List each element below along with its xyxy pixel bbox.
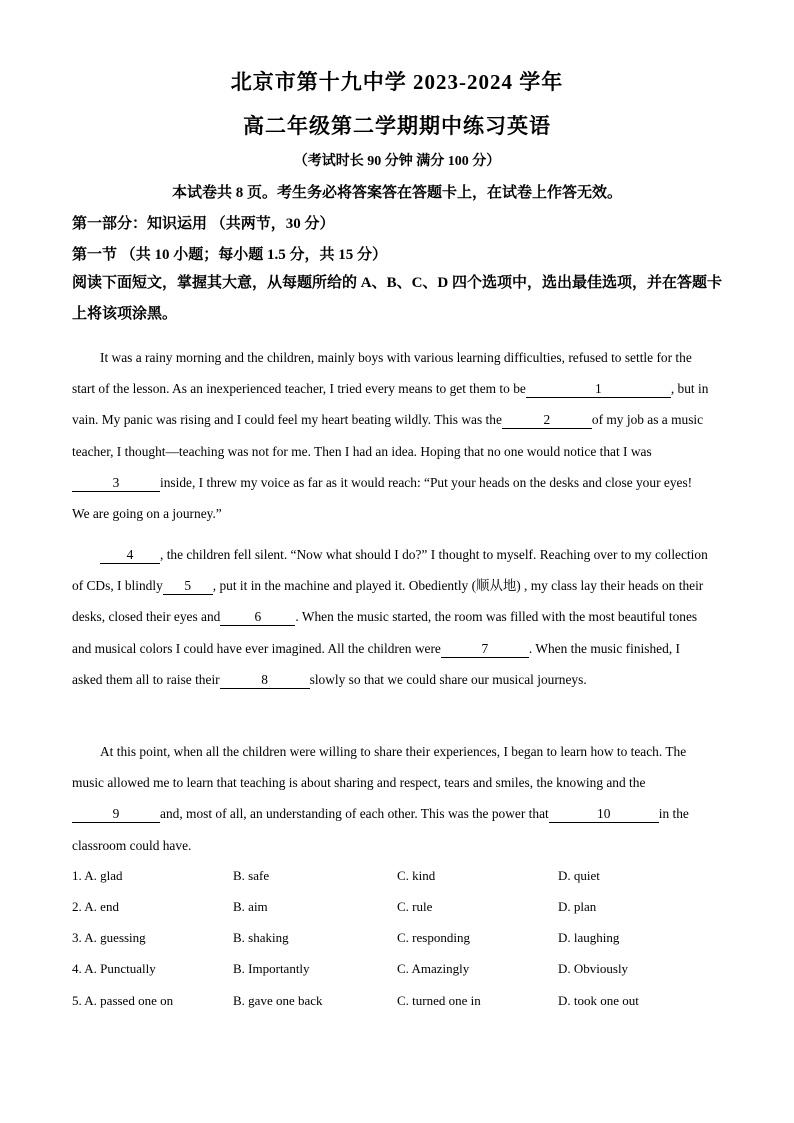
option-a[interactable]: 3. A. guessing (72, 930, 146, 945)
option-a[interactable]: 2. A. end (72, 899, 119, 914)
exam-meta: （考试时长 90 分钟 满分 100 分） (293, 154, 501, 169)
option-c[interactable]: C. Amazingly (397, 961, 470, 976)
passage-text: . When the music finished, I asked them all to raise their (72, 640, 680, 687)
question-1-options (72, 868, 732, 888)
passage-text: It was a rainy morning and the children, mainly boys with various learning difficulties, refused to settle for the start of the lesson. As an inexperienced teacher, I tried every means to get them to be (72, 350, 692, 397)
option-c[interactable]: C. rule (397, 899, 433, 914)
blank-10: 10 (549, 806, 659, 823)
passage-text: of my job as a music teacher, I thought—teaching was not for me. Then I had an idea. Hoping that no one would notice that I was (72, 412, 704, 459)
blank-6: 6 (220, 609, 295, 626)
question-3-options (72, 930, 732, 950)
exam-title-subject: 高二年级第二学期期中练习英语 (243, 114, 551, 138)
option-b[interactable]: B. shaking (233, 930, 289, 945)
option-c[interactable]: C. kind (397, 868, 436, 883)
blank-2: 2 (502, 412, 592, 429)
blank-3: 3 (72, 475, 160, 492)
option-a[interactable]: 5. A. passed one on (72, 993, 174, 1008)
option-a[interactable]: 1. A. glad (72, 868, 123, 883)
option-d[interactable]: D. quiet (558, 868, 600, 883)
passage-text: in the classroom could have. (72, 806, 689, 853)
instruction: 阅读下面短文，掌握其大意，从每题所给的 A、B、C、D 四个选项中，选出最佳选项，并在答题卡上将该项涂黑。 (72, 275, 723, 322)
blank-7: 7 (441, 641, 529, 658)
option-b[interactable]: B. aim (233, 899, 268, 914)
option-c[interactable]: C. responding (397, 930, 470, 945)
option-a[interactable]: 4. A. Punctually (72, 961, 156, 976)
passage-text: slowly so that we could share our musical journeys. (309, 671, 587, 687)
passage-text: , the children fell silent. “Now what should I do?” I thought to myself. Reaching over to my collection of CDs, I blindly (72, 547, 708, 594)
option-d[interactable]: D. plan (558, 899, 597, 914)
option-d[interactable]: D. took one out (558, 993, 639, 1008)
blank-8: 8 (220, 672, 310, 689)
exam-title-school: 北京市第十九中学 2023-2024 学年 (230, 70, 564, 94)
blank-4: 4 (100, 547, 160, 564)
option-d[interactable]: D. Obviously (558, 961, 629, 976)
blank-5: 5 (163, 578, 213, 595)
option-b[interactable]: B. gave one back (233, 993, 323, 1008)
option-d[interactable]: D. laughing (558, 930, 620, 945)
passage-text: , but in vain. My panic was rising and I could feel my heart beating wildly. This was the (72, 381, 709, 428)
question-2-options (72, 899, 732, 919)
part-title: 第一部分：知识运用 （共两节，30 分） (72, 216, 335, 232)
passage-text: At this point, when all the children were willing to share their experiences, I began to learn how to teach. The music allowed me to learn that teaching is about sharing and respect, tears and smiles, the knowing and the (72, 744, 687, 791)
blank-9: 9 (72, 806, 160, 823)
exam-notice: 本试卷共 8 页。考生务必将答案答在答题卡上，在试卷上作答无效。 (171, 185, 622, 201)
subsection-title: 第一节 （共 10 小题；每小题 1.5 分，共 15 分） (72, 247, 388, 263)
passage-paragraph-2 (72, 539, 712, 695)
passage-text: and, most of all, an understanding of each other. This was the power that (160, 806, 549, 822)
passage-text: , put it in the machine and played it. Obediently (顺从地) , my class lay their heads on their desks, closed their eyes and (72, 578, 704, 625)
passage-text: inside, I threw my voice as far as it would reach: “Put your heads on the desks and close your eyes! We are going on a journey.” (72, 474, 693, 522)
question-5-options (72, 993, 732, 1013)
option-b[interactable]: B. Importantly (233, 961, 310, 976)
option-b[interactable]: B. safe (233, 868, 270, 883)
passage-paragraph-3 (72, 736, 712, 861)
question-4-options (72, 961, 732, 981)
passage-text: . When the music started, the room was filled with the most beautiful tones and musical colors I could have ever imagined. All the children were (72, 609, 698, 656)
passage-paragraph-1 (72, 342, 712, 529)
blank-1: 1 (526, 381, 671, 398)
option-c[interactable]: C. turned one in (397, 993, 481, 1008)
